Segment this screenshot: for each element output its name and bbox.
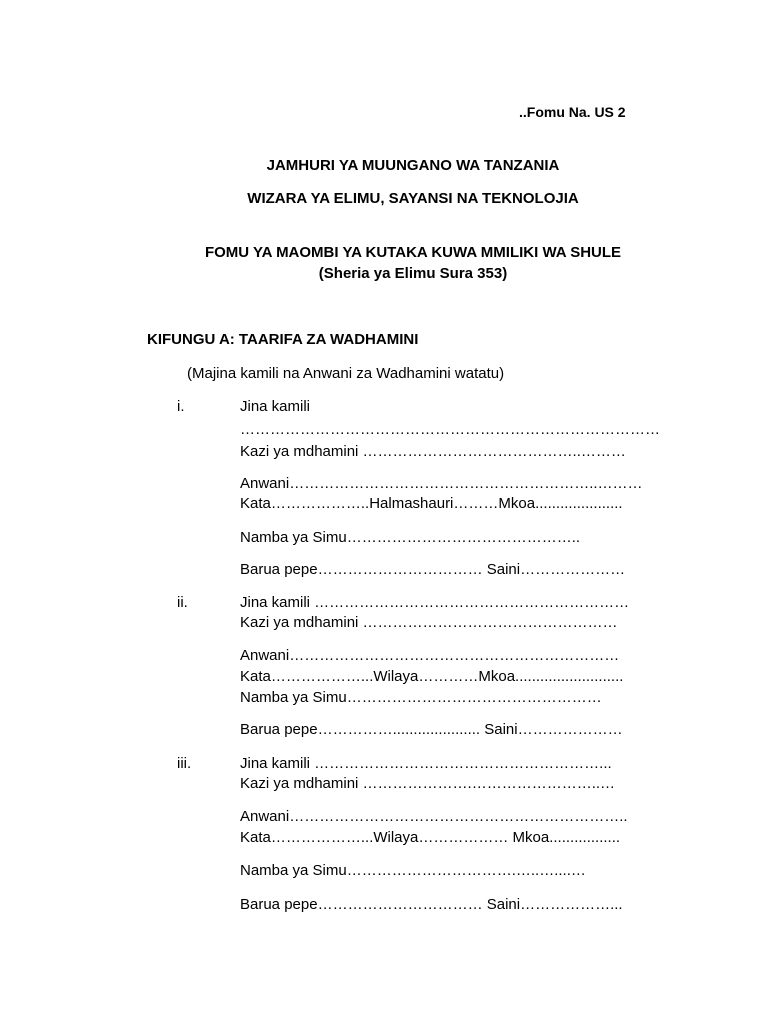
sponsor-2-email-signature-field[interactable]: Barua pepe……………..................... Saini………………… <box>240 721 623 738</box>
section-title: KIFUNGU A: TAARIFA ZA WADHAMINI <box>147 331 419 348</box>
form-title: FOMU YA MAOMBI YA KUTAKA KUWA MMILIKI WA SHULE <box>204 244 622 261</box>
sponsor-1-numeral: i. <box>177 398 185 415</box>
sponsor-1-full-name-label: Jina kamili <box>240 398 311 415</box>
sponsor-3-location-field[interactable]: Kata………………...Wilaya……………… Mkoa................. <box>240 829 621 846</box>
sponsor-2-phone-field[interactable]: Namba ya Simu…………………………………………… <box>240 689 602 706</box>
sponsor-2-occupation-field[interactable]: Kazi ya mdhamini …………………………………………… <box>240 614 618 631</box>
sponsor-1-full-name-field[interactable]: ………………………………………………………………………… <box>240 421 660 438</box>
sponsor-1-phone-field[interactable]: Namba ya Simu……………………………………….. <box>240 529 581 546</box>
sponsor-3-email-signature-field[interactable]: Barua pepe…………………………… Saini………………... <box>240 896 623 913</box>
sponsor-2-location-field[interactable]: Kata………………...Wilaya…………Mkoa.......................... <box>240 668 624 685</box>
sponsor-1-location-field[interactable]: Kata………………..Halmashauri………Mkoa..................... <box>240 495 623 512</box>
ministry-heading: WIZARA YA ELIMU, SAYANSI NA TEKNOLOJIA <box>247 190 579 207</box>
sponsor-2-address-field[interactable]: Anwani………………………………………………………… <box>240 647 620 664</box>
sponsor-1-occupation-field[interactable]: Kazi ya mdhamini ……………………………………..……… <box>240 443 626 460</box>
sponsor-1-email-signature-field[interactable]: Barua pepe…………………………… Saini………………… <box>240 561 626 578</box>
sponsor-3-phone-field[interactable]: Namba ya Simu…………………………….…..…....… <box>240 862 586 879</box>
sponsor-3-address-field[interactable]: Anwani………………………………………………………….. <box>240 808 628 825</box>
sponsor-3-numeral: iii. <box>177 755 192 772</box>
sponsor-2-full-name-field[interactable]: Jina kamili ……………………………………………………… <box>240 594 630 611</box>
sponsor-1-address-field[interactable]: Anwani……………………………………………………..……… <box>240 475 643 492</box>
country-heading: JAMHURI YA MUUNGANO WA TANZANIA <box>266 157 560 174</box>
sponsor-3-occupation-field[interactable]: Kazi ya mdhamini ………………….……………………..… <box>240 775 616 792</box>
form-number: ..Fomu Na. US 2 <box>519 104 626 120</box>
law-reference: (Sheria ya Elimu Sura 353) <box>318 265 508 282</box>
sponsor-3-full-name-field[interactable]: Jina kamili …………………………………………………... <box>240 755 612 772</box>
sponsor-2-numeral: ii. <box>177 594 188 611</box>
section-note: (Majina kamili na Anwani za Wadhamini watatu) <box>187 365 505 382</box>
